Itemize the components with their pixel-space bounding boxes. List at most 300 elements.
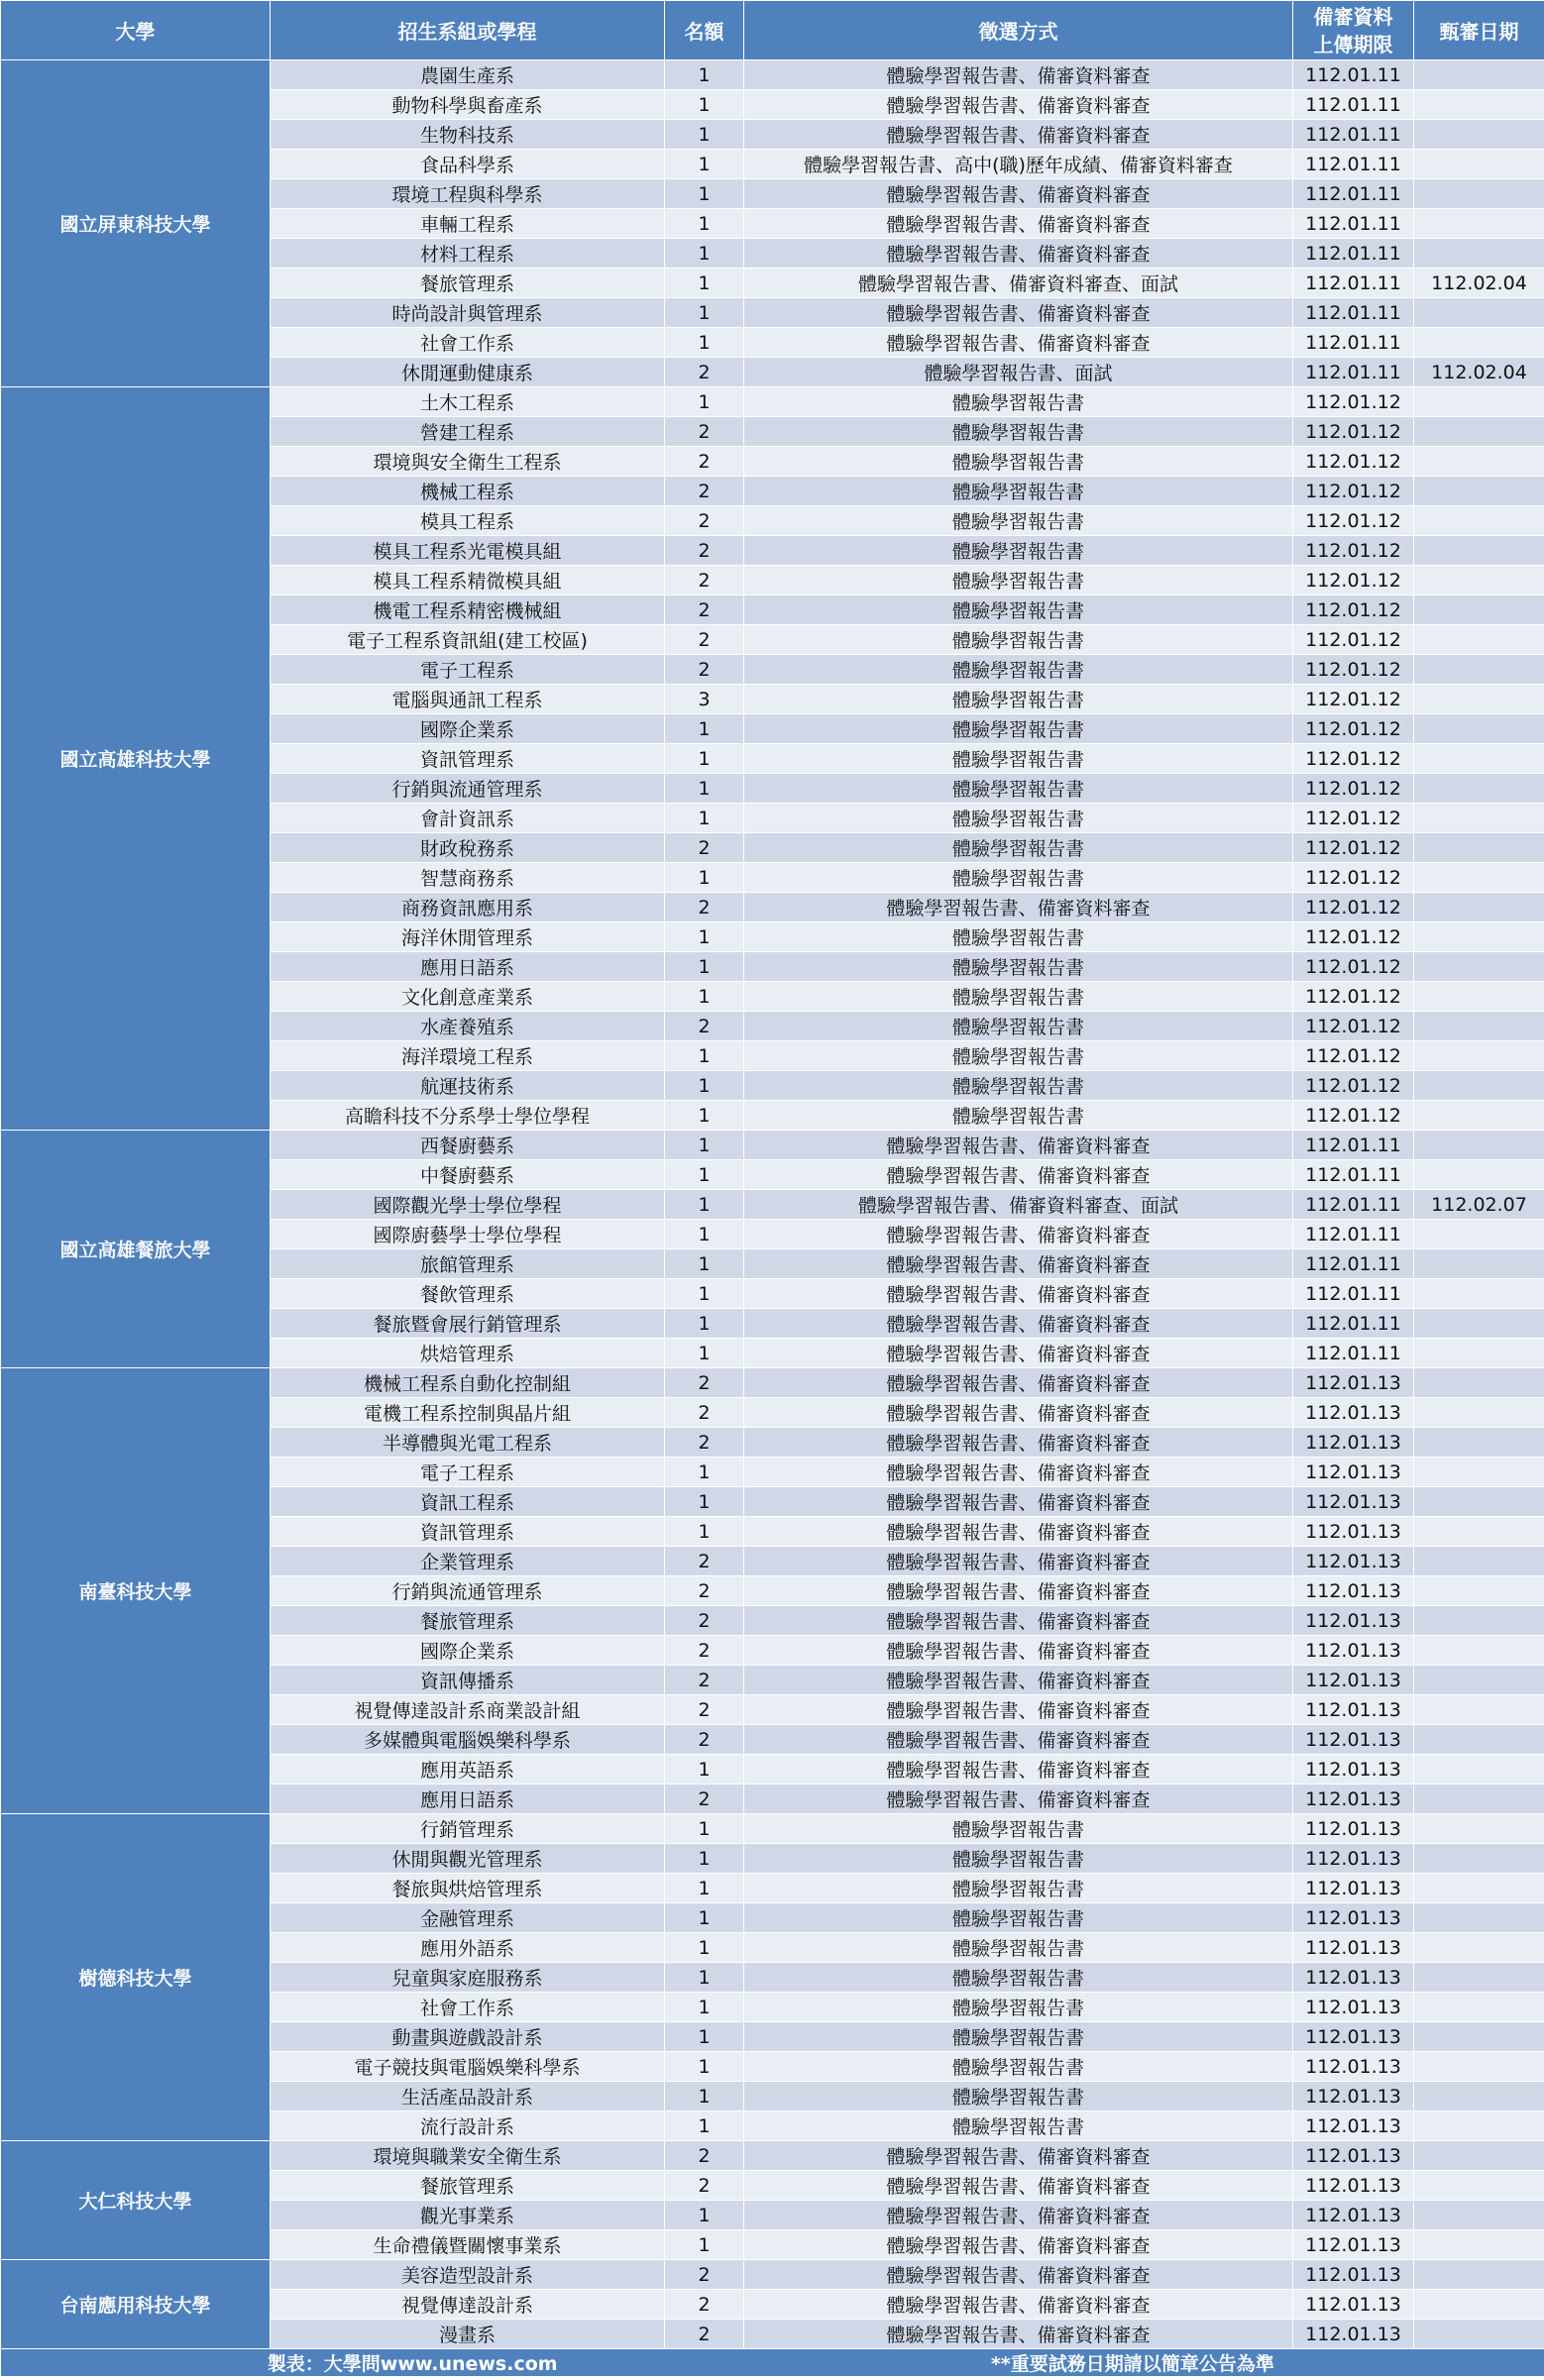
deadline-cell: 112.01.12: [1293, 804, 1414, 833]
method-cell: 體驗學習報告書、備審資料審查: [744, 1636, 1293, 1666]
method-cell: 體驗學習報告書: [744, 1101, 1293, 1131]
department-cell: 環境與職業安全衛生系: [271, 2141, 665, 2171]
department-cell: 資訊工程系: [271, 1487, 665, 1517]
department-cell: 電機工程系控制與晶片組: [271, 1398, 665, 1428]
method-cell: 體驗學習報告書、備審資料審查: [744, 1398, 1293, 1428]
quota-cell: 1: [665, 298, 744, 328]
quota-cell: 2: [665, 1428, 744, 1458]
quota-cell: 1: [665, 1903, 744, 1933]
interview-date-cell: [1414, 1249, 1544, 1279]
quota-cell: 2: [665, 2141, 744, 2171]
method-cell: 體驗學習報告書、備審資料審查: [744, 1220, 1293, 1249]
deadline-cell: 112.01.11: [1293, 1220, 1414, 1249]
department-cell: 機械工程系: [271, 477, 665, 506]
quota-cell: 1: [665, 1339, 744, 1368]
method-cell: 體驗學習報告書、備審資料審查: [744, 179, 1293, 209]
university-cell: 國立高雄餐旅大學: [1, 1131, 271, 1368]
method-cell: 體驗學習報告書、備審資料審查: [744, 1339, 1293, 1368]
deadline-cell: 112.01.13: [1293, 1636, 1414, 1666]
department-cell: 資訊管理系: [271, 744, 665, 774]
quota-cell: 2: [665, 1636, 744, 1666]
quota-cell: 1: [665, 1933, 744, 1963]
deadline-cell: 112.01.12: [1293, 625, 1414, 655]
method-cell: 體驗學習報告書、備審資料審查: [744, 1249, 1293, 1279]
deadline-cell: 112.01.12: [1293, 863, 1414, 893]
interview-date-cell: [1414, 120, 1544, 150]
department-cell: 流行設計系: [271, 2111, 665, 2141]
quota-cell: 1: [665, 1071, 744, 1101]
method-cell: 體驗學習報告書: [744, 1814, 1293, 1844]
interview-date-cell: [1414, 179, 1544, 209]
department-cell: 生物科技系: [271, 120, 665, 150]
quota-cell: 1: [665, 1814, 744, 1844]
method-cell: 體驗學習報告書、備審資料審查: [744, 209, 1293, 239]
interview-date-cell: [1414, 2111, 1544, 2141]
interview-date-cell: [1414, 625, 1544, 655]
method-cell: 體驗學習報告書: [744, 2052, 1293, 2082]
department-cell: 多媒體與電腦娛樂科學系: [271, 1725, 665, 1755]
interview-date-cell: [1414, 298, 1544, 328]
method-cell: 體驗學習報告書、備審資料審查: [744, 1368, 1293, 1398]
method-cell: 體驗學習報告書、備審資料審查: [744, 1576, 1293, 1606]
quota-cell: 1: [665, 2201, 744, 2230]
method-cell: 體驗學習報告書: [744, 2082, 1293, 2111]
interview-date-cell: [1414, 744, 1544, 774]
deadline-cell: 112.01.13: [1293, 1725, 1414, 1755]
quota-cell: 1: [665, 1844, 744, 1874]
deadline-cell: 112.01.11: [1293, 1309, 1414, 1339]
quota-cell: 1: [665, 2230, 744, 2260]
quota-cell: 1: [665, 952, 744, 982]
department-cell: 車輛工程系: [271, 209, 665, 239]
department-cell: 應用日語系: [271, 1785, 665, 1814]
method-cell: 體驗學習報告書: [744, 477, 1293, 506]
quota-cell: 2: [665, 625, 744, 655]
table-row: [1, 1131, 1544, 1160]
deadline-cell: 112.01.12: [1293, 417, 1414, 447]
method-cell: 體驗學習報告書: [744, 387, 1293, 417]
deadline-cell: 112.01.13: [1293, 2230, 1414, 2260]
interview-date-cell: [1414, 1963, 1544, 1993]
interview-date-cell: [1414, 595, 1544, 625]
quota-cell: 1: [665, 1487, 744, 1517]
table-row: [1, 60, 1544, 90]
deadline-cell: 112.01.12: [1293, 477, 1414, 506]
interview-date-cell: [1414, 1636, 1544, 1666]
method-cell: 體驗學習報告書、備審資料審查: [744, 2171, 1293, 2201]
method-cell: 體驗學習報告書: [744, 536, 1293, 566]
interview-date-cell: [1414, 1517, 1544, 1547]
quota-cell: 1: [665, 328, 744, 358]
interview-date-cell: [1414, 982, 1544, 1012]
quota-cell: 1: [665, 774, 744, 804]
deadline-cell: 112.01.13: [1293, 2201, 1414, 2230]
department-cell: 社會工作系: [271, 328, 665, 358]
method-cell: 體驗學習報告書: [744, 2111, 1293, 2141]
department-cell: 智慧商務系: [271, 863, 665, 893]
quota-cell: 1: [665, 982, 744, 1012]
department-cell: 模具工程系: [271, 506, 665, 536]
department-cell: 電子工程系: [271, 655, 665, 685]
deadline-cell: 112.01.11: [1293, 1339, 1414, 1368]
quota-cell: 1: [665, 387, 744, 417]
deadline-cell: 112.01.11: [1293, 150, 1414, 179]
method-cell: 體驗學習報告書: [744, 566, 1293, 595]
deadline-cell: 112.01.12: [1293, 893, 1414, 922]
department-cell: 金融管理系: [271, 1903, 665, 1933]
department-cell: 國際觀光學士學位學程: [271, 1190, 665, 1220]
department-cell: 材料工程系: [271, 239, 665, 269]
department-cell: 財政稅務系: [271, 833, 665, 863]
department-cell: 商務資訊應用系: [271, 893, 665, 922]
quota-cell: 1: [665, 922, 744, 952]
department-cell: 休閒與觀光管理系: [271, 1844, 665, 1874]
interview-date-cell: [1414, 1160, 1544, 1190]
deadline-cell: 112.01.12: [1293, 655, 1414, 685]
method-cell: 體驗學習報告書、備審資料審查: [744, 1487, 1293, 1517]
method-cell: 體驗學習報告書、備審資料審查、面試: [744, 269, 1293, 298]
deadline-cell: 112.01.13: [1293, 1755, 1414, 1785]
method-cell: 體驗學習報告書、備審資料審查: [744, 1428, 1293, 1458]
method-cell: 體驗學習報告書: [744, 804, 1293, 833]
deadline-cell: 112.01.11: [1293, 60, 1414, 90]
interview-date-cell: [1414, 2230, 1544, 2260]
interview-date-cell: [1414, 328, 1544, 358]
quota-cell: 1: [665, 2022, 744, 2052]
quota-cell: 2: [665, 2171, 744, 2201]
department-cell: 餐旅管理系: [271, 269, 665, 298]
interview-date-cell: [1414, 1131, 1544, 1160]
method-cell: 體驗學習報告書、備審資料審查: [744, 893, 1293, 922]
quota-cell: 1: [665, 1993, 744, 2022]
quota-cell: 2: [665, 1368, 744, 1398]
deadline-cell: 112.01.11: [1293, 1160, 1414, 1190]
deadline-cell: 112.01.11: [1293, 298, 1414, 328]
table-row: [1, 1368, 1544, 1398]
university-cell: 台南應用科技大學: [1, 2260, 271, 2349]
interview-date-cell: [1414, 1844, 1544, 1874]
department-cell: 應用日語系: [271, 952, 665, 982]
method-cell: 體驗學習報告書: [744, 506, 1293, 536]
department-cell: 資訊傳播系: [271, 1666, 665, 1695]
method-cell: 體驗學習報告書、備審資料審查: [744, 2290, 1293, 2320]
quota-cell: 2: [665, 477, 744, 506]
interview-date-cell: [1414, 1785, 1544, 1814]
department-cell: 文化創意產業系: [271, 982, 665, 1012]
interview-date-cell: [1414, 1368, 1544, 1398]
interview-date-cell: [1414, 506, 1544, 536]
deadline-cell: 112.01.13: [1293, 1666, 1414, 1695]
method-cell: 體驗學習報告書、備審資料審查: [744, 90, 1293, 120]
header-method: 徵選方式: [744, 1, 1293, 60]
quota-cell: 2: [665, 536, 744, 566]
quota-cell: 1: [665, 1963, 744, 1993]
method-cell: 體驗學習報告書、備審資料審查: [744, 1606, 1293, 1636]
quota-cell: 2: [665, 1398, 744, 1428]
department-cell: 企業管理系: [271, 1547, 665, 1576]
method-cell: 體驗學習報告書: [744, 982, 1293, 1012]
deadline-cell: 112.01.11: [1293, 358, 1414, 387]
interview-date-cell: [1414, 1071, 1544, 1101]
interview-date-cell: [1414, 447, 1544, 477]
department-cell: 應用外語系: [271, 1933, 665, 1963]
method-cell: 體驗學習報告書: [744, 595, 1293, 625]
quota-cell: 2: [665, 447, 744, 477]
quota-cell: 2: [665, 893, 744, 922]
interview-date-cell: [1414, 1695, 1544, 1725]
header-deadline-line2: 上傳期限: [1313, 32, 1393, 56]
quota-cell: 1: [665, 1458, 744, 1487]
method-cell: 體驗學習報告書、備審資料審查: [744, 1131, 1293, 1160]
quota-cell: 1: [665, 1874, 744, 1903]
method-cell: 體驗學習報告書、備審資料審查、面試: [744, 1190, 1293, 1220]
method-cell: 體驗學習報告書: [744, 447, 1293, 477]
quota-cell: 1: [665, 209, 744, 239]
quota-cell: 2: [665, 1785, 744, 1814]
deadline-cell: 112.01.11: [1293, 209, 1414, 239]
department-cell: 機電工程系精密機械組: [271, 595, 665, 625]
quota-cell: 1: [665, 1755, 744, 1785]
interview-date-cell: [1414, 2052, 1544, 2082]
department-cell: 漫畫系: [271, 2320, 665, 2349]
footer-row: [1, 2349, 1544, 2377]
quota-cell: 1: [665, 150, 744, 179]
deadline-cell: 112.01.13: [1293, 1963, 1414, 1993]
quota-cell: 2: [665, 1012, 744, 1041]
quota-cell: 1: [665, 2082, 744, 2111]
interview-date-cell: [1414, 1993, 1544, 2022]
quota-cell: 2: [665, 417, 744, 447]
quota-cell: 2: [665, 833, 744, 863]
university-cell: 國立屏東科技大學: [1, 60, 271, 387]
quota-cell: 1: [665, 1249, 744, 1279]
quota-cell: 1: [665, 1190, 744, 1220]
header-department: 招生系組或學程: [271, 1, 665, 60]
interview-date-cell: [1414, 417, 1544, 447]
interview-date-cell: [1414, 2082, 1544, 2111]
department-cell: 應用英語系: [271, 1755, 665, 1785]
deadline-cell: 112.01.13: [1293, 1428, 1414, 1458]
method-cell: 體驗學習報告書、備審資料審查: [744, 239, 1293, 269]
department-cell: 國際企業系: [271, 714, 665, 744]
interview-date-cell: [1414, 209, 1544, 239]
method-cell: 體驗學習報告書: [744, 1041, 1293, 1071]
department-cell: 行銷與流通管理系: [271, 1576, 665, 1606]
method-cell: 體驗學習報告書: [744, 833, 1293, 863]
quota-cell: 1: [665, 744, 744, 774]
quota-cell: 1: [665, 1279, 744, 1309]
interview-date-cell: [1414, 685, 1544, 714]
deadline-cell: 112.01.12: [1293, 1041, 1414, 1071]
deadline-cell: 112.01.12: [1293, 1071, 1414, 1101]
department-cell: 半導體與光電工程系: [271, 1428, 665, 1458]
interview-date-cell: [1414, 1487, 1544, 1517]
deadline-cell: 112.01.11: [1293, 1249, 1414, 1279]
interview-date-cell: [1414, 90, 1544, 120]
interview-date-cell: [1414, 1606, 1544, 1636]
deadline-cell: 112.01.13: [1293, 1874, 1414, 1903]
department-cell: 電腦與通訊工程系: [271, 685, 665, 714]
header-university: 大學: [1, 1, 271, 60]
deadline-cell: 112.01.12: [1293, 922, 1414, 952]
deadline-cell: 112.01.12: [1293, 952, 1414, 982]
department-cell: 土木工程系: [271, 387, 665, 417]
university-cell: 樹德科技大學: [1, 1814, 271, 2141]
deadline-cell: 112.01.13: [1293, 1695, 1414, 1725]
header-interview-date: 甄審日期: [1414, 1, 1544, 60]
method-cell: 體驗學習報告書、備審資料審查: [744, 298, 1293, 328]
department-cell: 中餐廚藝系: [271, 1160, 665, 1190]
table-row: [1, 387, 1544, 417]
method-cell: 體驗學習報告書: [744, 1012, 1293, 1041]
header-row: [1, 1, 1544, 60]
quota-cell: 1: [665, 239, 744, 269]
quota-cell: 1: [665, 2111, 744, 2141]
deadline-cell: 112.01.13: [1293, 1814, 1414, 1844]
department-cell: 動畫與遊戲設計系: [271, 2022, 665, 2052]
header-quota: 名額: [665, 1, 744, 60]
department-cell: 食品科學系: [271, 150, 665, 179]
interview-date-cell: [1414, 655, 1544, 685]
interview-date-cell: [1414, 714, 1544, 744]
university-cell: 大仁科技大學: [1, 2141, 271, 2260]
department-cell: 電子工程系: [271, 1458, 665, 1487]
department-cell: 營建工程系: [271, 417, 665, 447]
interview-date-cell: 112.02.04: [1414, 269, 1544, 298]
deadline-cell: 112.01.11: [1293, 179, 1414, 209]
quota-cell: 1: [665, 60, 744, 90]
department-cell: 生命禮儀暨關懷事業系: [271, 2230, 665, 2260]
interview-date-cell: [1414, 1576, 1544, 1606]
quota-cell: 2: [665, 2260, 744, 2290]
department-cell: 餐旅管理系: [271, 2171, 665, 2201]
deadline-cell: 112.01.13: [1293, 2320, 1414, 2349]
method-cell: 體驗學習報告書、備審資料審查: [744, 1785, 1293, 1814]
quota-cell: 1: [665, 1517, 744, 1547]
method-cell: 體驗學習報告書: [744, 1071, 1293, 1101]
department-cell: 視覺傳達設計系商業設計組: [271, 1695, 665, 1725]
method-cell: 體驗學習報告書: [744, 863, 1293, 893]
department-cell: 美容造型設計系: [271, 2260, 665, 2290]
interview-date-cell: [1414, 1428, 1544, 1458]
department-cell: 社會工作系: [271, 1993, 665, 2022]
interview-date-cell: [1414, 150, 1544, 179]
department-cell: 電子競技與電腦娛樂科學系: [271, 2052, 665, 2082]
deadline-cell: 112.01.12: [1293, 685, 1414, 714]
quota-cell: 1: [665, 1160, 744, 1190]
deadline-cell: 112.01.13: [1293, 1487, 1414, 1517]
interview-date-cell: [1414, 952, 1544, 982]
department-cell: 農園生產系: [271, 60, 665, 90]
interview-date-cell: [1414, 566, 1544, 595]
quota-cell: 1: [665, 1131, 744, 1160]
quota-cell: 2: [665, 655, 744, 685]
method-cell: 體驗學習報告書、備審資料審查: [744, 2201, 1293, 2230]
method-cell: 體驗學習報告書、備審資料審查: [744, 2230, 1293, 2260]
interview-date-cell: [1414, 387, 1544, 417]
quota-cell: 1: [665, 269, 744, 298]
deadline-cell: 112.01.13: [1293, 1458, 1414, 1487]
department-cell: 休閒運動健康系: [271, 358, 665, 387]
deadline-cell: 112.01.12: [1293, 506, 1414, 536]
method-cell: 體驗學習報告書、備審資料審查: [744, 1309, 1293, 1339]
department-cell: 國際廚藝學士學位學程: [271, 1220, 665, 1249]
department-cell: 高瞻科技不分系學士學位學程: [271, 1101, 665, 1131]
interview-date-cell: [1414, 804, 1544, 833]
interview-date-cell: [1414, 2201, 1544, 2230]
interview-date-cell: [1414, 1814, 1544, 1844]
quota-cell: 2: [665, 2320, 744, 2349]
department-cell: 電子工程系資訊組(建工校區): [271, 625, 665, 655]
department-cell: 餐旅管理系: [271, 1606, 665, 1636]
method-cell: 體驗學習報告書、備審資料審查: [744, 120, 1293, 150]
deadline-cell: 112.01.11: [1293, 1190, 1414, 1220]
quota-cell: 1: [665, 804, 744, 833]
department-cell: 時尚設計與管理系: [271, 298, 665, 328]
deadline-cell: 112.01.12: [1293, 447, 1414, 477]
interview-date-cell: [1414, 1755, 1544, 1785]
interview-date-cell: [1414, 1903, 1544, 1933]
interview-date-cell: [1414, 1101, 1544, 1131]
quota-cell: 1: [665, 2052, 744, 2082]
deadline-cell: 112.01.13: [1293, 2082, 1414, 2111]
department-cell: 視覺傳達設計系: [271, 2290, 665, 2320]
deadline-cell: 112.01.11: [1293, 269, 1414, 298]
method-cell: 體驗學習報告書、備審資料審查: [744, 1517, 1293, 1547]
method-cell: 體驗學習報告書、備審資料審查: [744, 1755, 1293, 1785]
department-cell: 兒童與家庭服務系: [271, 1963, 665, 1993]
interview-date-cell: [1414, 1041, 1544, 1071]
method-cell: 體驗學習報告書: [744, 922, 1293, 952]
deadline-cell: 112.01.13: [1293, 1398, 1414, 1428]
method-cell: 體驗學習報告書: [744, 774, 1293, 804]
interview-date-cell: 112.02.04: [1414, 358, 1544, 387]
interview-date-cell: [1414, 2260, 1544, 2290]
deadline-cell: 112.01.11: [1293, 1279, 1414, 1309]
method-cell: 體驗學習報告書、備審資料審查: [744, 1695, 1293, 1725]
deadline-cell: 112.01.12: [1293, 595, 1414, 625]
deadline-cell: 112.01.12: [1293, 536, 1414, 566]
deadline-cell: 112.01.13: [1293, 2111, 1414, 2141]
deadline-cell: 112.01.12: [1293, 833, 1414, 863]
quota-cell: 1: [665, 714, 744, 744]
method-cell: 體驗學習報告書、備審資料審查: [744, 2260, 1293, 2290]
interview-date-cell: [1414, 833, 1544, 863]
department-cell: 資訊管理系: [271, 1517, 665, 1547]
deadline-cell: 112.01.11: [1293, 120, 1414, 150]
method-cell: 體驗學習報告書: [744, 685, 1293, 714]
deadline-cell: 112.01.11: [1293, 239, 1414, 269]
university-cell: 國立高雄科技大學: [1, 387, 271, 1131]
interview-date-cell: [1414, 2171, 1544, 2201]
deadline-cell: 112.01.11: [1293, 328, 1414, 358]
deadline-cell: 112.01.13: [1293, 1576, 1414, 1606]
interview-date-cell: [1414, 60, 1544, 90]
method-cell: 體驗學習報告書: [744, 952, 1293, 982]
department-cell: 模具工程系光電模具組: [271, 536, 665, 566]
deadline-cell: 112.01.13: [1293, 2290, 1414, 2320]
deadline-cell: 112.01.12: [1293, 714, 1414, 744]
quota-cell: 1: [665, 863, 744, 893]
table-row: [1, 2260, 1544, 2290]
quota-cell: 1: [665, 1101, 744, 1131]
table-body: [1, 60, 1544, 2349]
method-cell: 體驗學習報告書、備審資料審查: [744, 1279, 1293, 1309]
department-cell: 機械工程系自動化控制組: [271, 1368, 665, 1398]
interview-date-cell: [1414, 2290, 1544, 2320]
department-cell: 西餐廚藝系: [271, 1131, 665, 1160]
deadline-cell: 112.01.13: [1293, 1903, 1414, 1933]
